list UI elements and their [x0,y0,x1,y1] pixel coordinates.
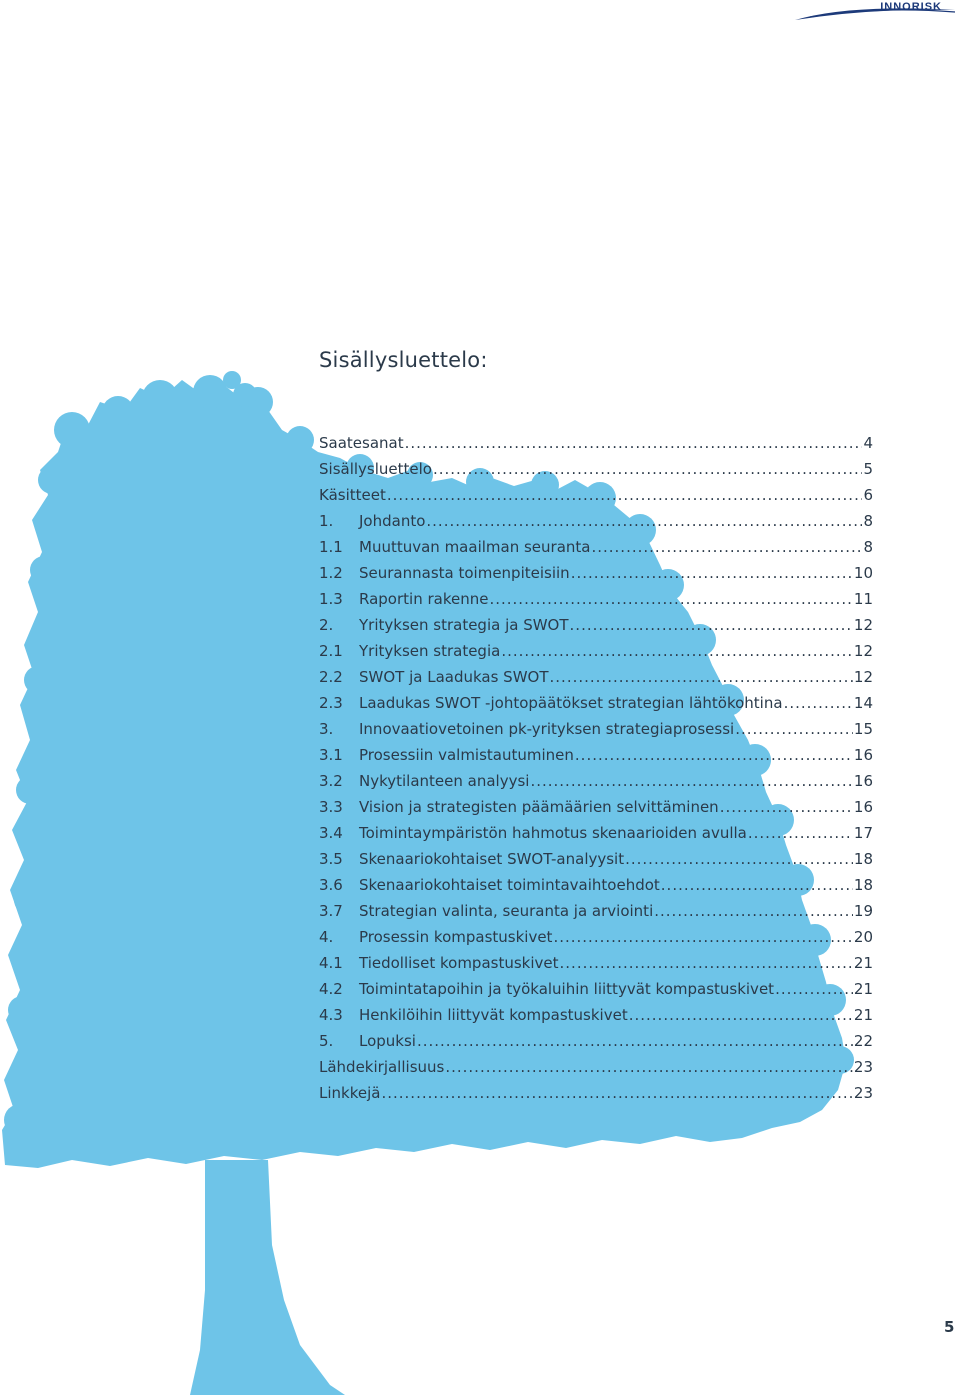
toc-entry-page: 12 [853,642,873,660]
toc-leader-dots [748,820,853,846]
toc-leader-dots [530,768,852,794]
toc-leader-dots [553,924,852,950]
toc-entry-page: 23 [853,1058,873,1076]
toc-entry-label: Vision ja strategisten päämäärien selvittäminen [359,798,719,816]
toc-entry-number: 2.2 [319,668,343,686]
toc-entry-page: 10 [853,564,873,582]
toc-entry[interactable] [319,846,873,872]
toc-entry[interactable] [319,534,873,560]
toc-entry-number: 4.2 [319,980,343,998]
toc-leader-dots [591,534,862,560]
toc-entry-label: Henkilöihin liittyvät kompastuskivet [359,1006,628,1024]
page-number: 5 [944,1318,955,1336]
toc-entry-label: Nykytilanteen analyysi [359,772,530,790]
toc-leader-dots [501,638,853,664]
toc-entry-label: Toimintatapoihin ja työkaluihin liittyvät kompastuskivet [359,980,775,998]
toc-entry-number: 1.1 [319,538,343,556]
toc-entry-label: Sisällysluettelo [319,460,432,478]
toc-entry-page: 20 [853,928,873,946]
toc-leader-dots [570,612,853,638]
toc-leader-dots [560,950,853,976]
toc-entry-number: 5. [319,1032,334,1050]
toc-entry-label: Prosessin kompastuskivet [359,928,553,946]
toc-entry[interactable] [319,690,873,716]
toc-entry-number: 3. [319,720,334,738]
toc-entry-page: 21 [853,980,873,998]
toc-entry-number: 1.3 [319,590,343,608]
toc-entry-page: 8 [863,538,873,556]
toc-entry-page: 15 [853,720,873,738]
toc-entry[interactable] [319,508,873,534]
toc-entry-label: Lähdekirjallisuus [319,1058,445,1076]
toc-entry-page: 18 [853,850,873,868]
toc-entry-number: 3.3 [319,798,343,816]
toc-entry[interactable] [319,872,873,898]
toc-entry-page: 4 [863,434,873,452]
toc-entry-page: 18 [853,876,873,894]
toc-entry[interactable] [319,976,873,1002]
toc-entry-page: 23 [853,1084,873,1102]
innorisk-logo [790,0,960,26]
toc-entry-number: 4.1 [319,954,343,972]
toc-leader-dots [571,560,853,586]
toc-entry-number: 3.2 [319,772,343,790]
toc-entry-page: 14 [853,694,873,712]
toc-entry-label: Innovaatiovetoinen pk-yrityksen strategiaprosessi [359,720,735,738]
toc-entry[interactable] [319,924,873,950]
toc-leader-dots [654,898,853,924]
toc-entry[interactable] [319,950,873,976]
toc-entry[interactable] [319,638,873,664]
toc-entry-label: Seurannasta toimenpiteisiin [359,564,570,582]
toc-leader-dots [426,508,862,534]
toc-leader-dots [387,482,863,508]
toc-entry[interactable] [319,716,873,742]
toc-leader-dots [784,690,853,716]
toc-entry-label: Johdanto [359,512,426,530]
toc-entry-number: 4. [319,928,334,946]
toc-entry-label: Strategian valinta, seuranta ja arviointi [359,902,654,920]
toc-leader-dots [661,872,853,898]
toc-entry-number: 2. [319,616,334,634]
toc-entry[interactable] [319,768,873,794]
toc-entry[interactable] [319,820,873,846]
toc-entry-page: 22 [853,1032,873,1050]
toc-entry-number: 1. [319,512,334,530]
toc-entry-label: Skenaariokohtaiset SWOT-analyysit [359,850,625,868]
toc-leader-dots [381,1080,852,1106]
toc-entry-number: 4.3 [319,1006,343,1024]
toc-entry[interactable] [319,430,873,456]
toc-entry-page: 5 [863,460,873,478]
toc-entry[interactable] [319,612,873,638]
toc-entry-number: 3.4 [319,824,343,842]
toc-entry[interactable] [319,794,873,820]
toc-entry[interactable] [319,456,873,482]
toc-entry[interactable] [319,1028,873,1054]
toc-leader-dots [405,430,863,456]
toc-entry-label: Saatesanat [319,434,404,452]
table-of-contents [319,430,873,1106]
toc-entry-page: 19 [853,902,873,920]
toc-entry-page: 21 [853,1006,873,1024]
toc-entry[interactable] [319,664,873,690]
toc-leader-dots [550,664,853,690]
toc-entry-page: 12 [853,668,873,686]
toc-entry[interactable] [319,1002,873,1028]
toc-entry-number: 2.1 [319,642,343,660]
toc-entry-label: SWOT ja Laadukas SWOT [359,668,549,686]
page-title: Sisällysluettelo: [319,348,488,372]
toc-entry-label: Muuttuvan maailman seuranta [359,538,591,556]
toc-leader-dots [775,976,853,1002]
toc-entry-page: 21 [853,954,873,972]
toc-entry-label: Linkkejä [319,1084,381,1102]
toc-leader-dots [625,846,853,872]
toc-leader-dots [629,1002,853,1028]
toc-entry[interactable] [319,1054,873,1080]
toc-entry-number: 2.3 [319,694,343,712]
toc-entry-label: Tiedolliset kompastuskivet [359,954,559,972]
toc-leader-dots [489,586,852,612]
toc-entry-page: 6 [863,486,873,504]
toc-leader-dots [445,1054,853,1080]
toc-entry-page: 17 [853,824,873,842]
toc-leader-dots [735,716,853,742]
toc-entry-number: 3.6 [319,876,343,894]
toc-entry-label: Laadukas SWOT -johtopäätökset strategian lähtökohtina [359,694,783,712]
toc-entry[interactable] [319,560,873,586]
toc-leader-dots [720,794,853,820]
toc-entry-label: Lopuksi [359,1032,416,1050]
toc-entry-number: 3.7 [319,902,343,920]
toc-entry-label: Yrityksen strategia [359,642,501,660]
toc-entry[interactable] [319,1080,873,1106]
toc-entry-number: 3.1 [319,746,343,764]
tree-trunk [190,1160,345,1395]
toc-entry[interactable] [319,482,873,508]
toc-entry-label: Prosessiin valmistautuminen [359,746,574,764]
toc-entry-label: Skenaariokohtaiset toimintavaihtoehdot [359,876,660,894]
toc-entry-number: 3.5 [319,850,343,868]
toc-entry[interactable] [319,586,873,612]
toc-entry-label: Käsitteet [319,486,386,504]
toc-entry-label: Raportin rakenne [359,590,489,608]
toc-entry[interactable] [319,742,873,768]
toc-entry-page: 16 [853,798,873,816]
toc-entry-page: 11 [853,590,873,608]
toc-entry-page: 12 [853,616,873,634]
toc-entry-page: 16 [853,772,873,790]
toc-leader-dots [417,1028,853,1054]
toc-entry[interactable] [319,898,873,924]
toc-leader-dots [575,742,853,768]
toc-entry-page: 16 [853,746,873,764]
toc-entry-label: Yrityksen strategia ja SWOT [359,616,569,634]
logo-text: INNORISK [880,1,942,13]
toc-leader-dots [433,456,862,482]
toc-entry-page: 8 [863,512,873,530]
toc-entry-number: 1.2 [319,564,343,582]
toc-entry-label: Toimintaympäristön hahmotus skenaarioiden avulla [359,824,747,842]
